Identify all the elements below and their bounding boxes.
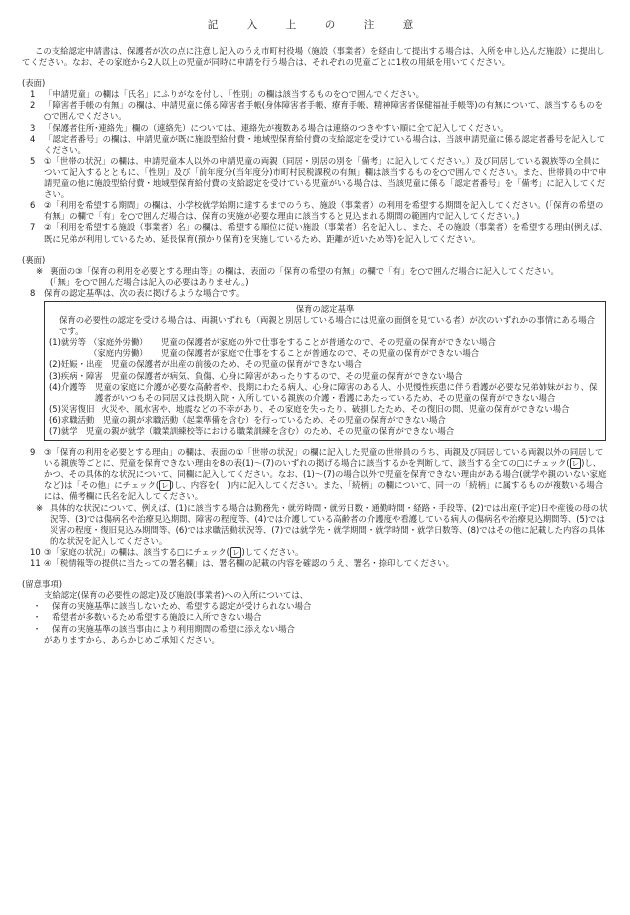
remarks-item (0, 624, 630, 635)
criteria-lead: 保育の必要性の認定を受ける場合は、両親いずれも（両親と別居している場合には児童の面倒を見ている者）が次のいずれかの事情にある場合です。 (59, 315, 595, 337)
criteria-text: 児童の保護者が家庭で仕事をすることが普通なので、その児童の保育ができない場合 (161, 348, 480, 359)
criteria-row-1a (49, 337, 601, 348)
back-note-1 (0, 266, 630, 277)
back-item-11 (0, 558, 630, 569)
item-text: 「保護者住所･連絡先」欄の（連絡先）については、連絡先が複数ある場合は連絡のつきやすい順に全て記入してください。 (44, 122, 509, 133)
criteria-row-1b (49, 348, 601, 359)
front-items (0, 89, 630, 244)
check-mark-icon: レ (231, 547, 240, 557)
criteria-sublabel: （家庭外労働） (89, 337, 148, 348)
note-mark: ※ (36, 265, 44, 276)
item-text: 「障害者手帳の有無」の欄は、申請児童に係る障害者手帳(身体障害者手帳、療育手帳、精神障害者保健福祉手帳等)の有無について、該当するものを○で囲んでください。 (44, 100, 603, 122)
front-item (0, 222, 630, 244)
bullet-icon: ・ (32, 601, 42, 612)
criteria-sublabel: （家庭内労働） (89, 348, 148, 359)
item-text (44, 447, 608, 502)
item-number: 7 (30, 222, 36, 233)
front-item (0, 123, 630, 134)
note-text: 具体的な状況について、例えば、(1)に該当する場合は勤務先・就労時間・就労日数・通勤時間・経路・手段等、(2)では出産(予定)日や産後の母の状況等、(3)では傷病名や治療見込期間、障害の程度等、(4)では介護している高齢者の介護度や看護している病人の傷病名や治療見込期間等、(5)では災害の程度・復旧見込み期間等、(6)では求職活動状況等、(7)では就学先・就学期間・就学時間・就学日数等、(8)ではその他に記載した内容の具体的な状況を記入してください。 (50, 502, 608, 546)
remarks-text: 保育の実施基準の該当事由により利用期間の希望に添えない場合 (52, 623, 295, 634)
note-text: 裏面の③「保育の利用を必要とする理由等」の欄は、表面の「保育の希望の有無」の欄で「有」を○で囲んだ場合に記入してください。 (50, 265, 559, 276)
item-number: 1 (30, 89, 36, 100)
item-number: 11 (30, 558, 41, 569)
front-item (0, 200, 630, 222)
remarks-lead: 支給認定(保育の必要性の認定)及び施設(事業者)への入所については、 (44, 590, 309, 601)
criteria-row-5 (49, 404, 601, 415)
item-10-part-a: ③「家庭の状況」の欄は、該当する□にチェック( (44, 546, 230, 557)
remarks-item (0, 612, 630, 623)
check-mark-icon: レ (161, 481, 169, 491)
remarks-list (0, 601, 630, 634)
item-number: 10 (30, 546, 41, 557)
item-text: 保育の認定基準は、次の表に掲げるような場合です。 (44, 287, 245, 298)
remarks-block (0, 590, 630, 645)
item-number: 5 (30, 155, 36, 166)
criteria-label: (5)災害復旧 (49, 403, 95, 414)
criteria-label: (1)就労等 (49, 337, 86, 348)
item-number: 8 (30, 287, 36, 298)
item-10-part-b: )してください。 (241, 546, 304, 557)
item-number: 2 (30, 100, 36, 111)
back-item-8 (0, 288, 630, 299)
front-item (0, 89, 630, 100)
item-number: 3 (30, 122, 36, 133)
front-heading: (表面) (22, 78, 46, 89)
item-text (44, 547, 608, 558)
front-item (0, 156, 630, 200)
item-number: 9 (30, 447, 36, 458)
criteria-row-7: (7)就学 児童の親が就学（職業訓練校等における職業訓練を含む）のため、その児童の保育ができない場合 (49, 426, 455, 436)
back-heading: (裏面) (22, 254, 46, 265)
criteria-text: 児童の保護者が家庭の外で仕事をすることが普通なので、その児童の保育ができない場合 (161, 337, 496, 348)
back-item-9 (0, 447, 630, 502)
remarks-text: 希望者が多数いるため希望する施設に入所できない場合 (52, 612, 262, 623)
item-text: ②「利用を希望する施設（事業者）名」の欄は、希望する順位に従い施設（事業者）名を記入し、また、その施設（事業者）を希望する理由(例えば、既に兄弟が利用しているため、延長保育(預かり保育)を実施しているため、距離が近いため等)を記入してください。 (44, 222, 608, 244)
item-text: 「認定者番号」の欄は、申請児童が既に施設型給付費・地域型保育給付費の支給認定を受けている場合は、当該申請児童に係る認定者番号を記入してください。 (44, 133, 606, 155)
criteria-label: (4)介護等 (49, 381, 86, 392)
remarks-heading: (留意事項) (22, 579, 63, 590)
item-text: ④「税情報等の提供に当たっての署名欄」は、署名欄の記載の内容を確認のうえ、署名・捺印してください。 (44, 558, 455, 569)
remarks-tail: がありますから、あらかじめご承知ください。 (44, 634, 220, 645)
criteria-text: 児童の家庭に介護が必要な高齢者や、長期にわたる病人、心身に障害のある人、小児慢性疾患に伴う看護が必要な兄弟姉妹がおり、保護者がいつもその同居又は長期入院・入所している親族の介護・看護にあたっているため、その児童の保育ができない場合 (95, 381, 598, 403)
intro-paragraph: この支給認定申請書は、保護者が次の点に注意し記入のうえ市町村役場（施設（事業者）を経由して提出する場合は、入所を申し込んだ施設）に提出してください。なお、その家庭から2人以上の児童が同時に申請を行う場合は、それぞれの児童ごとに1枚の用紙を用いてください。 (22, 46, 605, 68)
item-text: 「申請児童」の欄は「氏名」にふりがなを付し、「性別」の欄は該当するものを○で囲んでください。 (44, 89, 424, 100)
back-note-1-sub: (「無」を○で囲んだ場合は記入の必要はありません。) (50, 276, 249, 287)
bullet-icon: ・ (32, 612, 42, 623)
item-9-part-b: )し、かつ、その具体的な状況について、同欄に記入してください。なお、(1)～(7)の場合以外で児童を保育できない理由がある場合(就学や親のいない家庭など)は「その他」にチェック( (44, 458, 607, 491)
front-item (0, 134, 630, 156)
criteria-row-3: (3)疾病・障害 児童の保護者が病気、負傷、心身に障害があったりするので、その児童の保育ができない場合 (49, 370, 463, 381)
back-item-10 (0, 547, 630, 558)
item-number: 6 (30, 200, 36, 211)
item-text: ②「利用を希望する期間」の欄は、小学校就学始期に達するまでのうち、施設（事業者）の利用を希望する期間を記入してください。(「保育の希望の有無」の欄で「有」を○で囲んだ場合は、保育の実施が必要な理由に該当すると見込まれる期間の範囲内で記入してください。) (44, 200, 604, 222)
item-text: ①「世帯の状況」の欄は、申請児童本人以外の申請児童の両親（同居・別居の別を「備考」に記入してください。）及び同居している親族等の全員について記入するとともに、「性別」及び「前年度分(当年度分)市町村民税課税の有無」欄は該当するものを○で囲んでください。また、世帯員の中で申請児童の他に施設型給付費・地域型保育給付費の支給認定を受けている児童がいる場合は、当該児童に係る「認定者番号」を「備考」に記入してください。 (44, 155, 607, 200)
page-title: 記 入 上 の 注 意 (207, 19, 423, 31)
criteria-spacer (49, 348, 89, 359)
criteria-row-6: (6)求職活動 児童の親が求職活動（起業準備を含む）を行っているため、その児童の保育ができない場合 (49, 414, 446, 425)
bullet-icon: ・ (32, 623, 42, 634)
remarks-item (0, 601, 630, 612)
criteria-text: 火災や、風水害や、地震などの不幸があり、その家庭を失ったり、破損したため、その復旧の間、児童の保育ができない場合 (101, 403, 570, 414)
item-9-part-c: )し、内容を( )内に記入してください。また、「続柄」の欄について、同一の「続柄」に属するものが複数いる場合には、備考欄に氏名を記入してください。 (44, 480, 604, 502)
item-9-part-a: ③「保育の利用を必要とする理由」の欄は、表面の①「世帯の状況」の欄に記入した児童の世帯員のうち、両親及び同居している両親以外の同居している親族等ごとに、児童を保育できない理由を8の表(1)～(7)のいずれの掲げる場合に該当するかを判断して、該当する全ての□にチェック( (44, 447, 604, 469)
remarks-text: 保育の実施基準に該当しないため、希望する認定が受けられない場合 (52, 601, 312, 612)
front-item (0, 100, 630, 122)
criteria-row-2: (2)妊娠・出産 児童の保護者が出産の前後のため、その児童の保育ができない場合 (49, 359, 363, 370)
item-number: 4 (30, 133, 36, 144)
criteria-title: 保育の認定基準 (295, 303, 355, 314)
criteria-table (44, 301, 606, 441)
back-note-2 (0, 503, 630, 547)
note-mark: ※ (36, 502, 44, 513)
criteria-row-4 (49, 382, 601, 404)
check-mark-icon: レ (571, 459, 580, 469)
